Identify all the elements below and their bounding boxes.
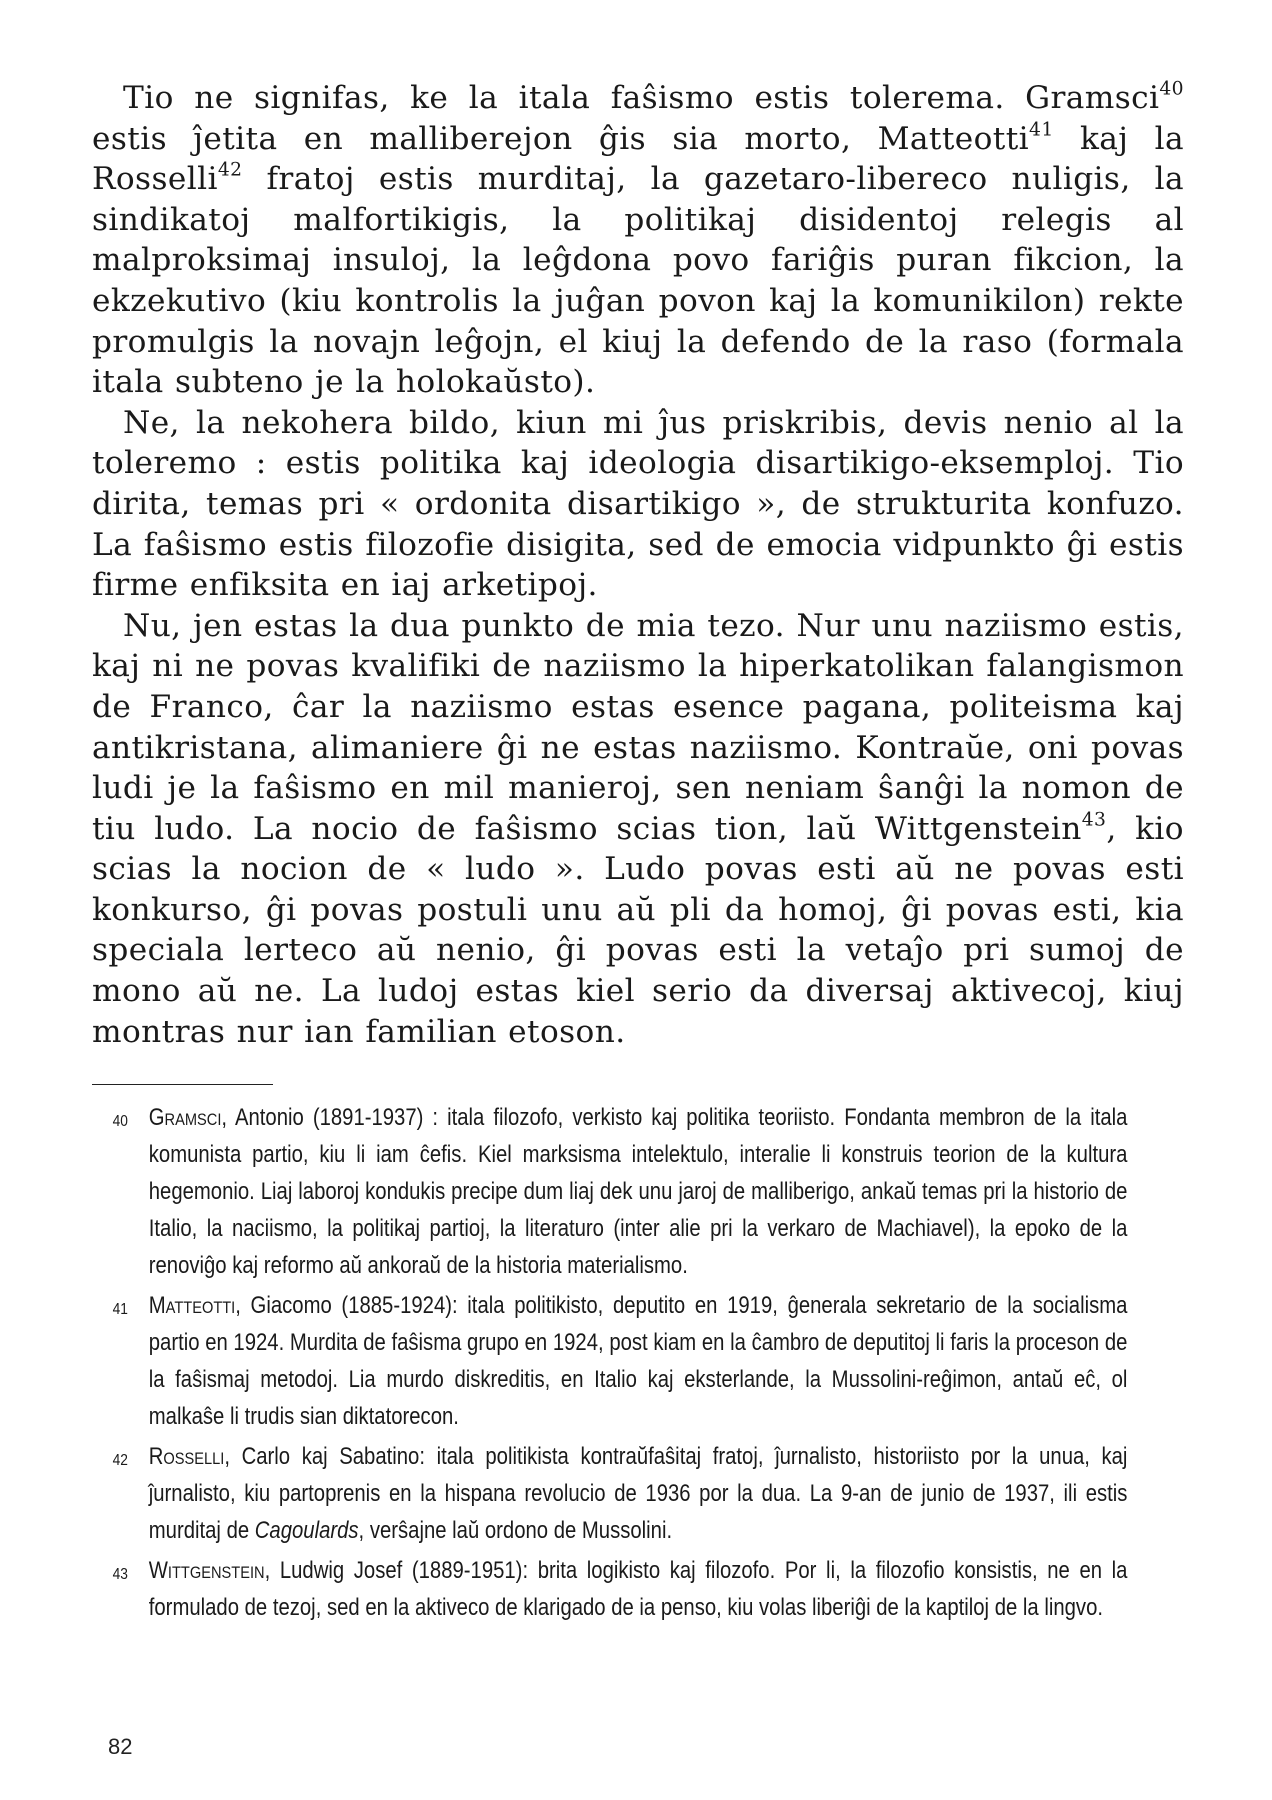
footnote-40 [92, 1100, 1127, 1285]
paragraph-3-text-b: , kio scias la nocion de « ludo ». Ludo povas esti aŭ ne povas esti konkurso, ĝi povas postuli unu aŭ pli da homoj, ĝi povas esti, kia speciala lerteco aŭ nenio, ĝi povas esti la vetaĵo pri sumoj de mono aŭ ne. La ludoj estas kiel serio da diversaj aktivecoj, kiuj montras nur ian familian etoson. [92, 810, 1184, 1050]
footnotes [92, 1100, 1128, 1630]
footnote-name: Wittgenstein [148, 1558, 265, 1584]
paragraph-2: Ne, la nekohera bildo, kiun mi ĵus priskribis, devis nenio al la toleremo : estis politika kaj ideologia disartikigo-eksemploj. Tio dirita, temas pri « ordonita disartikigo », de strukturita konfuzo. La faŝismo estis filozofie disigita, sed de emocia vidpunkto ĝi estis firme enfiksita en iaj arketipoj. [92, 404, 1184, 604]
footnote-43 [92, 1553, 1127, 1627]
footnote-number: 43 [112, 1566, 128, 1583]
paragraph-1-text-a: Tio ne signifas, ke la itala faŝismo estis tolerema. Gramsci [123, 80, 1160, 116]
footnote-ref-40[interactable]: 40 [1159, 78, 1184, 100]
footnote-text-end: , verŝajne laŭ ordono de Mussolini. [358, 1518, 673, 1544]
footnote-41 [92, 1288, 1127, 1436]
footnote-number: 42 [112, 1452, 128, 1469]
main-text [92, 78, 1184, 1052]
footnote-separator [92, 1084, 273, 1085]
paragraph-1-text-c: kaj la Rosselli [92, 120, 1184, 198]
footnote-42 [92, 1439, 1127, 1550]
paragraph-1-text-d: fratoj estis murditaj, la gazetaro-libereco nuligis, la sindikatoj malfortikigis, la politikaj disidentoj relegis al malproksimaj insuloj, la leĝdona povo fariĝis puran fikcion, la ekzekutivo (kiu kontrolis la juĝan povon kaj la komunikilon) rekte promulgis la novajn leĝojn, el kiuj la defendo de la raso (formala itala subteno je la holokaŭsto). [92, 161, 1184, 401]
paragraph-1 [92, 78, 1184, 403]
footnote-name: Rosselli [148, 1444, 225, 1470]
footnote-ref-42[interactable]: 42 [217, 159, 243, 181]
paragraph-1-text-b: estis ĵetita en malliberejon ĝis sia morto, Matteotti [92, 120, 1030, 157]
footnote-text: , Antonio (1891-1937) : itala filozofo, verkisto kaj politika teoriisto. Fondanta membron de la itala komunista partio, kiu li iam ĉefis. Kiel marksisma intelektulo, interalie li konstruis teorion de la kultura hegemonio. Liaj laboroj kondukis precipe dum liaj dek unu jaroj de malliberigo, ankaŭ temas pri la historio de Italio, la naciismo, la politikaj partioj, la literaturo (inter alie pri la verkaro de Machiavel), la epoko de la renoviĝo kaj reformo aŭ ankoraŭ de la historia materialismo. [148, 1105, 1128, 1279]
footnote-name: Matteotti [148, 1293, 236, 1319]
paragraph-3-text-a: Nu, jen estas la dua punkto de mia tezo. Nur unu naziismo estis, kaj ni ne povas kvalifiki de naziismo la hiperkatolikan falangismon de Franco, ĉar la naziismo estas esence pagana, politeisma kaj antikristana, alimaniere ĝi ne estas naziismo. Kontraŭe, oni povas ludi je la faŝismo en mil manieroj, sen neniam ŝanĝi la nomon de tiu ludo. La nocio de faŝismo scias tion, laŭ Wittgenstein [92, 607, 1184, 847]
footnote-name: Gramsci [148, 1105, 222, 1131]
footnote-text: , Ludwig Josef (1889-1951): brita logikisto kaj filozofo. Por li, la filozofio konsistis, ne en la formulado de tezoj, sed en la aktiveco de klarigado de ia penso, kiu volas liberiĝi de la kaptiloj de la lingvo. [148, 1558, 1128, 1621]
page-number: 82 [108, 1734, 133, 1759]
footnote-ref-41[interactable]: 41 [1029, 119, 1054, 141]
footnote-number: 41 [112, 1301, 128, 1318]
footnote-text: , Carlo kaj Sabatino: itala politikista kontraŭfaŝitaj fratoj, ĵurnalisto, historiisto por la unua, kaj ĵurnalisto, kiu partoprenis en la hispana revolucio de 1936 por la dua. La 9-an de junio de 1937, ili estis murditaj de [148, 1444, 1128, 1544]
footnote-number: 40 [112, 1113, 128, 1130]
footnote-ref-43[interactable]: 43 [1081, 809, 1107, 831]
footnote-italic-term: Cagoulards [254, 1518, 359, 1544]
paragraph-3 [92, 606, 1184, 1053]
footnote-text: , Giacomo (1885-1924): itala politikisto, deputito en 1919, ĝenerala sekretario de la socialisma partio en 1924. Murdita de faŝisma grupo en 1924, post kiam en la ĉambro de deputitoj li faris la proceson de la faŝismaj metodoj. Lia murdo diskreditis, en Italio kaj eksterlande, la Mussolini-reĝimon, antaŭ eĉ, ol malkaŝe li trudis sian diktatorecon. [148, 1293, 1128, 1430]
